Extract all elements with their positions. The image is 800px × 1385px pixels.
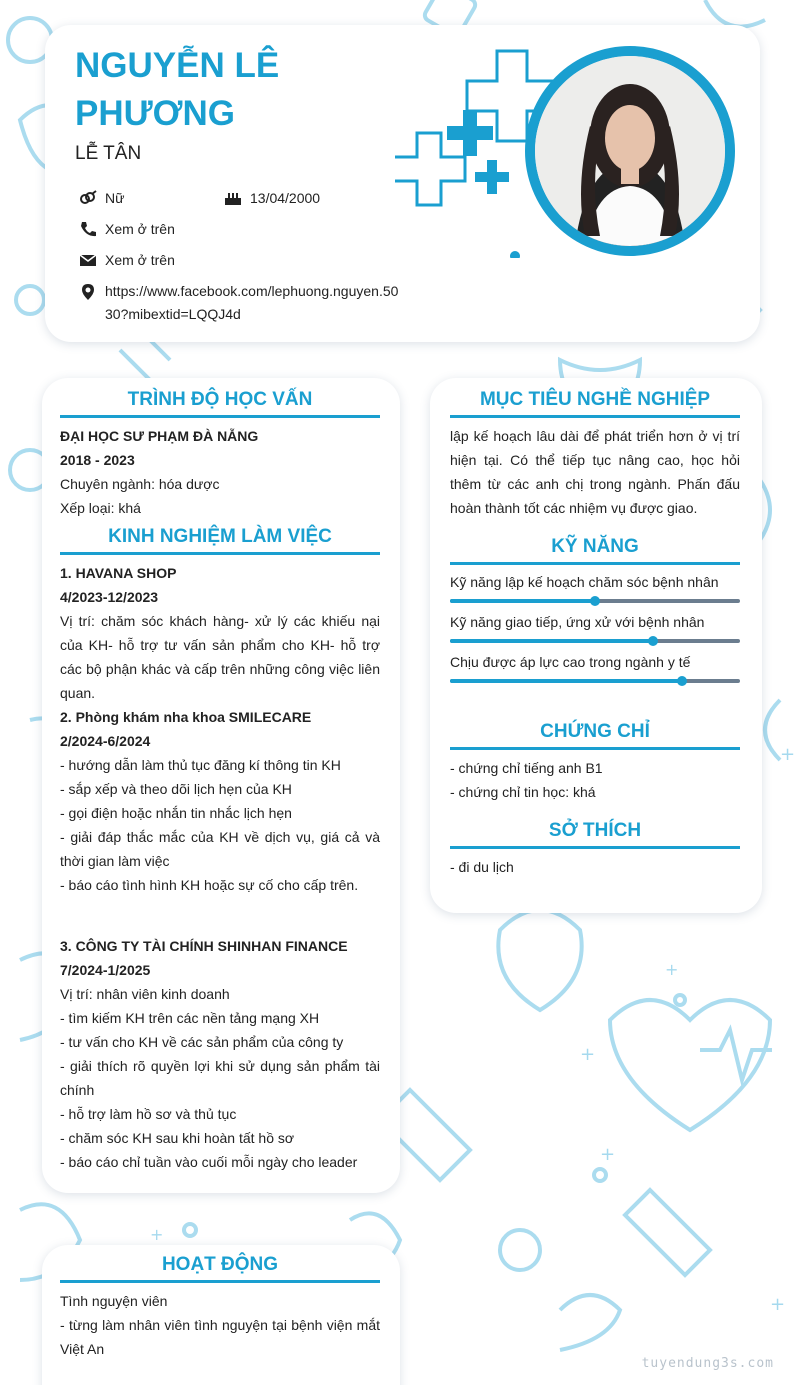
skills-section [450, 535, 740, 691]
skill-bar-fill [450, 599, 595, 603]
phone-value: Xem ở trên [105, 221, 175, 237]
job-line: - hướng dẫn làm thủ tục đăng kí thông tin KH [60, 757, 341, 773]
address-link[interactable]: https://www.facebook.com/lephuong.nguyen.5030?mibextid=LQQJ4d [105, 283, 399, 322]
skill-item [450, 571, 740, 603]
watermark: tuyendung3s.com [641, 1356, 774, 1371]
job-line: - gọi điện hoặc nhắn tin nhắc lịch hẹn [60, 805, 292, 821]
objective-section [450, 388, 740, 520]
skill-item [450, 611, 740, 643]
svg-text:+: + [600, 1144, 616, 1165]
education-rank: Xếp loại: khá [60, 500, 141, 516]
skill-label: Kỹ năng lập kế hoạch chăm sóc bệnh nhân [450, 574, 719, 590]
portrait-photo [535, 56, 725, 246]
birthday-cake-icon [224, 190, 242, 206]
svg-text:+: + [770, 1294, 786, 1315]
experience-section [60, 525, 380, 897]
job-line: - giải đáp thắc mắc của KH về dịch vụ, giá cả và thời gian làm việc [60, 829, 380, 869]
job-line: - tư vấn cho KH về các sản phẩm của công ty [60, 1034, 344, 1050]
gender-row [105, 187, 124, 210]
hobbies-title: SỞ THÍCH [450, 819, 740, 849]
skill-label: Chịu được áp lực cao trong ngành y tế [450, 654, 691, 670]
email-value: Xem ở trên [105, 252, 175, 268]
certificates-section [450, 720, 740, 804]
job-company: 2. Phòng khám nha khoa SMILECARE [60, 709, 312, 725]
birthday-value: 13/04/2000 [250, 190, 321, 206]
skill-bar-fill [450, 679, 682, 683]
candidate-name: NGUYỄN LÊ PHƯƠNG [75, 46, 280, 133]
job-company: 1. HAVANA SHOP [60, 565, 177, 581]
job-item [60, 934, 380, 1174]
skill-bar-handle [677, 676, 687, 686]
phone-row [105, 218, 175, 241]
email-row [105, 249, 175, 272]
job-title: LỄ TÂN [75, 143, 142, 164]
job-line: - báo cáo chỉ tuần vào cuối mỗi ngày cho leader [60, 1154, 358, 1170]
education-section [60, 388, 380, 520]
objective-title: MỤC TIÊU NGHỀ NGHIỆP [450, 388, 740, 418]
activity-item: Tình nguyện viên [60, 1293, 168, 1309]
job-item [60, 561, 380, 705]
certificate-item: - chứng chỉ tin học: khá [450, 784, 596, 800]
hobbies-section [450, 819, 740, 879]
phone-icon [79, 221, 97, 237]
skill-bar-handle [590, 596, 600, 606]
avatar [525, 46, 735, 256]
objective-text: lập kế hoạch lâu dài để phát triển hơn ở vị trí hiện tại. Có thể tiếp tục nâng cao, học hỏi thêm từ các anh chị trong ngành. Phấn đấu hoàn thành tốt các nhiệm vụ được giao. [450, 428, 740, 516]
skill-label: Kỹ năng giao tiếp, ứng xử với bệnh nhân [450, 614, 705, 630]
certificates-title: CHỨNG CHỈ [450, 720, 740, 750]
gender-icon [79, 190, 97, 206]
job-item [60, 705, 380, 897]
job-line: Vị trí: chăm sóc khách hàng- xử lý các khiếu nại của KH- hỗ trợ tư vấn sản phẩm cho KH- hỗ trợ các bộ phận khác và cấp trên những công việc liên quan. [60, 613, 380, 701]
education-title: TRÌNH ĐỘ HỌC VẤN [60, 388, 380, 418]
certificate-item: - chứng chỉ tiếng anh B1 [450, 760, 603, 776]
education-years: 2018 - 2023 [60, 452, 135, 468]
skill-bar [450, 639, 740, 643]
job-period: 2/2024-6/2024 [60, 733, 151, 749]
gender-value: Nữ [105, 190, 125, 206]
skill-bar [450, 679, 740, 683]
skills-list [450, 571, 740, 683]
education-major: Chuyên ngành: hóa dược [60, 476, 220, 492]
skill-item [450, 651, 740, 683]
mail-icon [79, 252, 97, 268]
activity-item: - từng làm nhân viên tình nguyện tại bệnh viện mắt Việt An [60, 1317, 380, 1357]
skill-bar-fill [450, 639, 653, 643]
svg-text:+: + [665, 960, 679, 979]
job-line: - báo cáo tình hình KH hoặc sự cố cho cấp trên. [60, 877, 359, 893]
experience-title: KINH NGHIỆM LÀM VIỆC [60, 525, 380, 555]
job-line: - giải thích rõ quyền lợi khi sử dụng sản phẩm tài chính [60, 1058, 380, 1098]
job-line: - sắp xếp và theo dõi lịch hẹn của KH [60, 781, 292, 797]
skill-bar [450, 599, 740, 603]
hobby-item: - đi du lịch [450, 859, 514, 875]
header-section [0, 0, 800, 345]
address-row [105, 280, 405, 326]
job-line: Vị trí: nhân viên kinh doanh [60, 986, 230, 1002]
job-line: - hỗ trợ làm hồ sơ và thủ tục [60, 1106, 237, 1122]
job-company: 3. CÔNG TY TÀI CHÍNH SHINHAN FINANCE [60, 938, 348, 954]
job-period: 4/2023-12/2023 [60, 589, 159, 605]
activities-title: HOẠT ĐỘNG [60, 1253, 380, 1283]
activities-section [60, 1253, 380, 1361]
job-period: 7/2024-1/2025 [60, 962, 151, 978]
svg-text:+: + [780, 744, 796, 765]
location-pin-icon [79, 283, 97, 301]
skill-bar-handle [648, 636, 658, 646]
svg-text:+: + [580, 1044, 596, 1065]
birthday-row [250, 187, 320, 210]
job-line: - tìm kiếm KH trên các nền tảng mạng XH [60, 1010, 320, 1026]
school-name: ĐẠI HỌC SƯ PHẠM ĐÀ NẴNG [60, 428, 259, 444]
svg-text:+: + [150, 1225, 164, 1244]
job-line: - chăm sóc KH sau khi hoàn tất hồ sơ [60, 1130, 295, 1146]
skills-title: KỸ NĂNG [450, 535, 740, 565]
